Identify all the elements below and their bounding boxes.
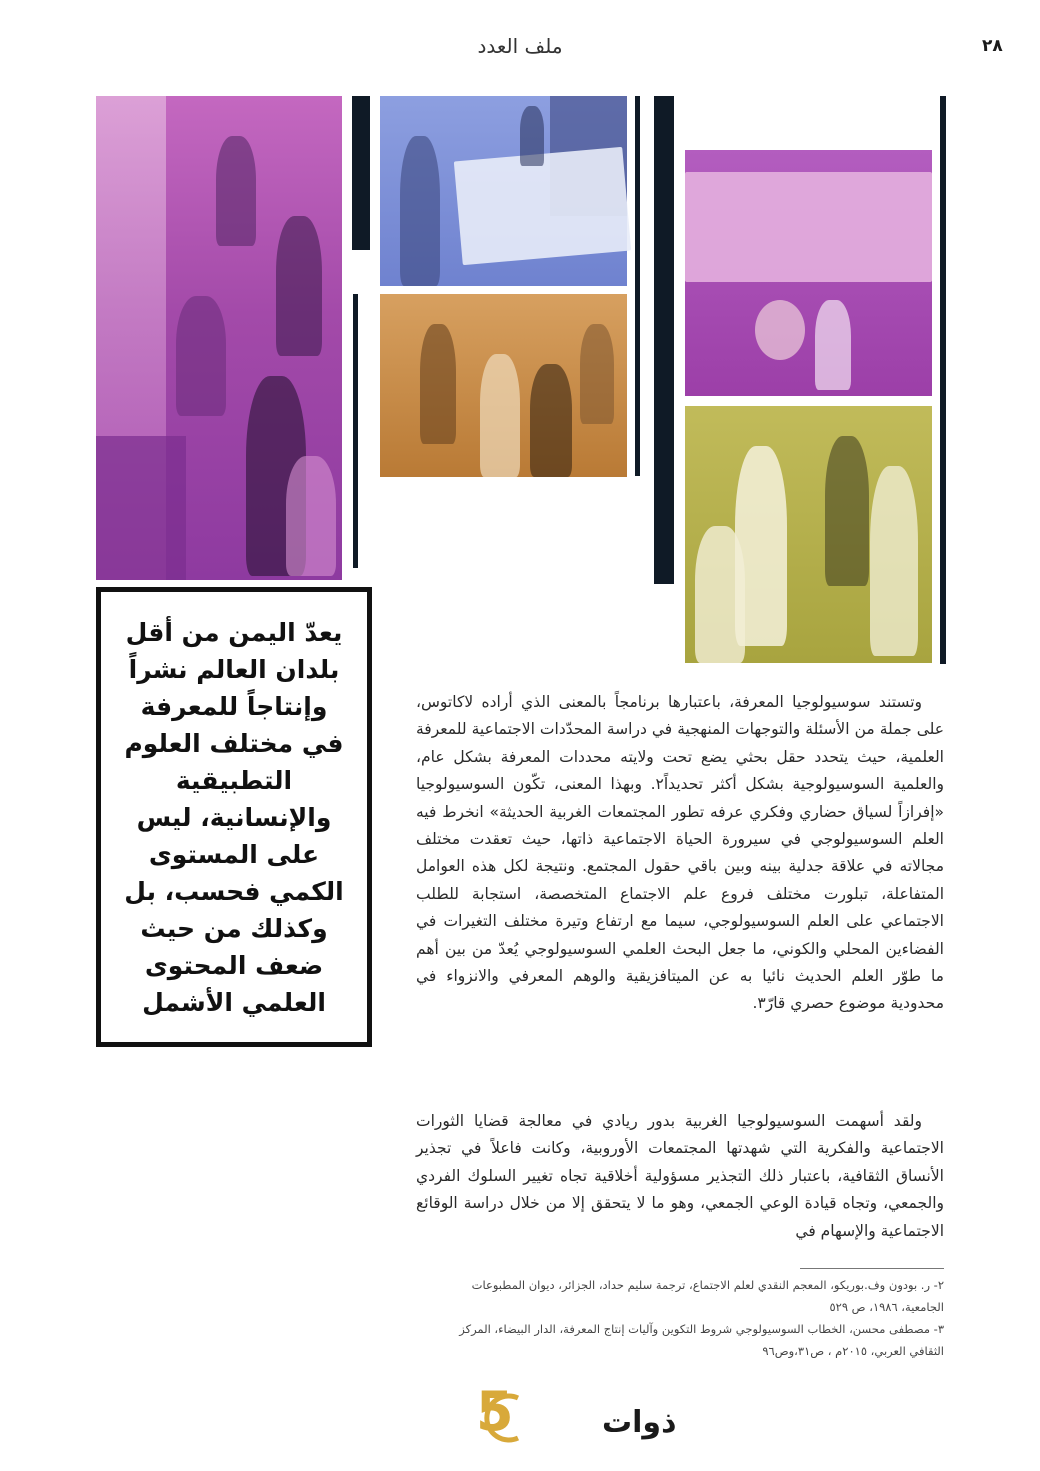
- crowd-photo: [380, 294, 627, 477]
- divider-bar: [654, 96, 674, 584]
- pull-quote-box: [96, 587, 372, 1047]
- divider-line: [353, 294, 358, 568]
- page-number: ٢٨: [982, 36, 1003, 56]
- footnotes: [430, 1274, 944, 1362]
- banner-street-photo: [380, 96, 627, 286]
- body-paragraph-1: وتستند سوسيولوجيا المعرفة، باعتبارها برنامجاً بالمعنى الذي أراده لاكاتوس، على جملة من الأسئلة والتوجهات المنهجية في دراسة المحدّدات الاجتماعية للمعرفة العلمية، حيث يتحدد حقل بحثي يضع تحت ولايته محددات المعرفة بشكل عام، والعلمية السوسيولوجية بشكل أكثر تحديداً٢. وبهذا المعنى، تكّون السوسيولوجيا «إفرازاً لسياق حضاري وفكري عرفه تطور المجتمعات الغربية الحديثة» انخرط فيه العلم السوسيولوجي في سيرورة الحياة الاجتماعية ذاتها، حيث تعقدت مختلف مجالاته في علاقة جدلية بينه وبين باقي حقول المجتمع. ونتيجة لكل هذه العوامل المتفاعلة، تبلورت مختلف فروع علم الاجتماع المتخصصة، استجابة للطلب الاجتماعي على العلم السوسيولوجي، سيما مع ارتفاع وتيرة مختلف التغيرات في الفضاءين المحلي والكوني، ما جعل البحث العلمي السوسيولوجي يُعدّ من بين أهم ما طوّر العلم الحديث نائيا به عن الميتافزيقية والوهم المعرفي والانزواء في محدودية موضوع حصري قارّ٣.: [416, 693, 944, 1013]
- market-photo: [96, 96, 342, 580]
- logo-number: 5: [476, 1380, 514, 1443]
- pull-quote-text: يعدّ اليمن من أقل بلدان العالم نشراً وإنتاجاً للمعرفة في مختلف العلوم التطبيقية والإنسانية، ليس على المستوى الكمي فحسب، بل وكذلك من حيث ضعف المحتوى العلمي الأشمل: [124, 617, 344, 1017]
- divider-bar: [352, 96, 370, 250]
- body-paragraph-2: ولقد أسهمت السوسيولوجيا الغربية بدور ريادي في معالجة قضايا الثورات الاجتماعية والفكرية التي شهدتها المجتمعات الأوروبية، وكانت فاعلاً في تجذير الأنساق الثقافية، باعتبار ذلك التجذير مسؤولية أخلاقية تجاه تغيير السلوك الفردي والجمعي، وتجاه قيادة الوعي الجمعي، وهو ما لا يتحقق إلا من خلال دراسة الوقائع الاجتماعية والإسهام في: [416, 1112, 944, 1240]
- footnote-3: ٣- مصطفى محسن، الخطاب السوسيولوجي شروط التكوين وآليات إنتاج المعرفة، الدار البيضاء، المركز الثقافي العربي، ٢٠١٥م ، ص٣١،وص٩٦: [459, 1322, 944, 1358]
- divider-line: [940, 96, 946, 664]
- footnote-2: ٢- ر. بودون وف.بوريكو، المعجم النقدي لعلم الاجتماع، ترجمة سليم حداد، الجزائر، ديوان المطبوعات الجامعية، ١٩٨٦، ص ٥٢٩: [471, 1278, 944, 1314]
- footnote-rule: [800, 1268, 944, 1269]
- men-white-photo: [685, 406, 932, 663]
- wall-banner-photo: [685, 150, 932, 396]
- logo-text: ذوات: [602, 1405, 677, 1440]
- dhawat-logo: [470, 1380, 677, 1444]
- divider-line: [635, 96, 640, 476]
- section-title: ملف العدد: [477, 34, 563, 58]
- logo-mark-icon: [470, 1380, 677, 1444]
